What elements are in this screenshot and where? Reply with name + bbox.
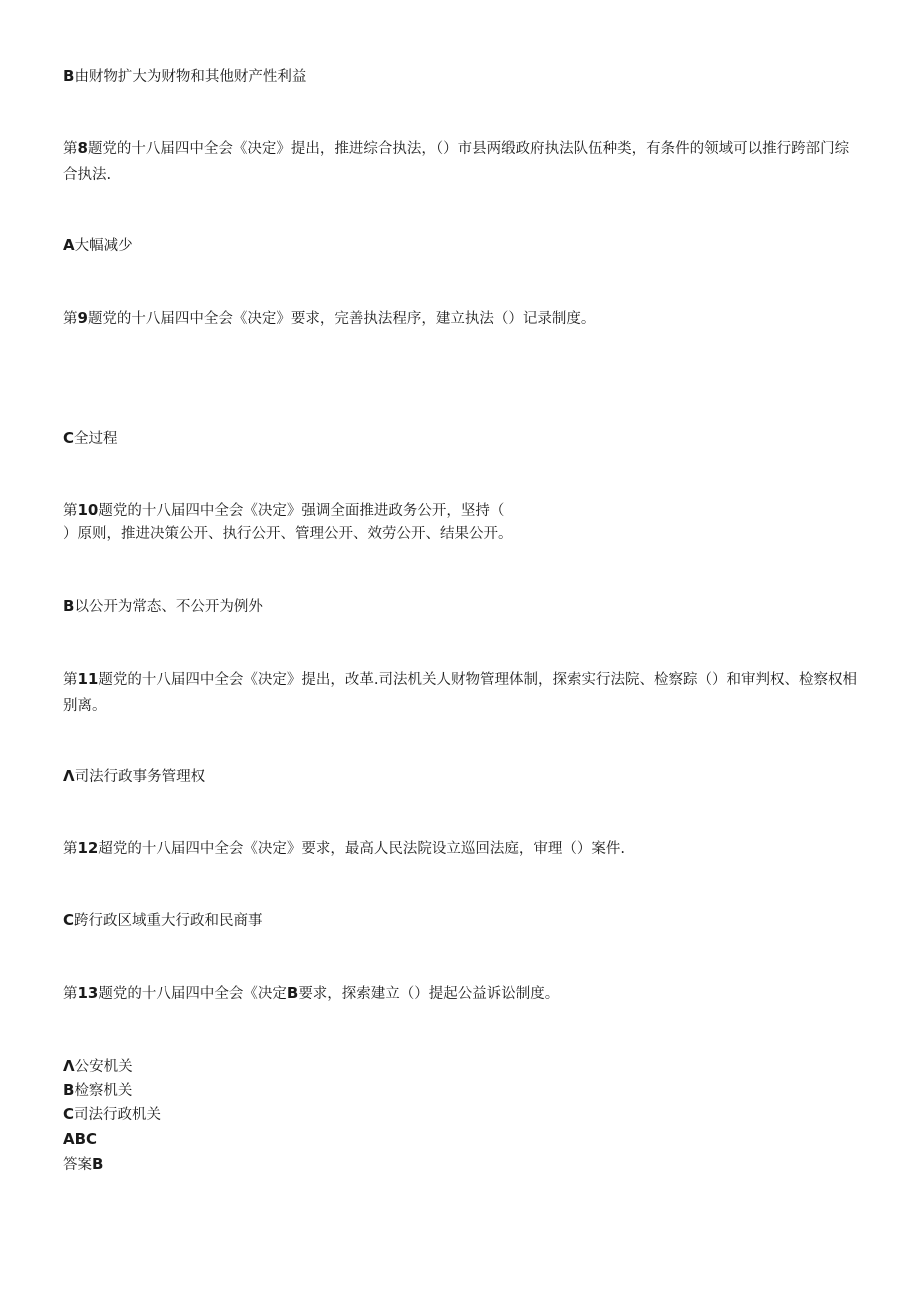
question-number: 13: [77, 984, 99, 1002]
question-text: 超党的十八届四中全会《决定》要求，最高人民法院设立巡回法庭，审理（）案件.: [98, 841, 625, 857]
question-10: [63, 497, 863, 524]
option-text: 检察机关: [74, 1083, 133, 1099]
option-line: [63, 763, 863, 790]
option-line: [63, 1101, 863, 1128]
option-line: [63, 425, 863, 452]
option-text: 司法行政机关: [74, 1107, 162, 1123]
question-text-continued: 要求，探索建立（）提起公益诉讼制度。: [298, 986, 560, 1002]
question-10-continued: [63, 521, 863, 547]
option-letter: B: [63, 67, 75, 85]
question-prefix: 第: [63, 503, 78, 519]
option-text: 由财物扩大为财物和其他财产性利益: [74, 69, 307, 85]
option-line: [63, 593, 863, 620]
answer-label: 答案: [63, 1157, 92, 1173]
option-letter: B: [63, 1081, 75, 1099]
option-letter: C: [63, 429, 75, 447]
option-line: [63, 232, 863, 259]
option-letter: ABC: [63, 1130, 98, 1148]
question-text: 题党的十八届四中全会《决定》提出，改革.司法机关人财物管理体制，探索实行法院、检察踪（）和审判权、检察权相别离。: [63, 672, 857, 714]
question-12: [63, 835, 863, 862]
question-prefix: 第: [63, 311, 78, 327]
question-text-continued: ）原则，推进决策公开、执行公开、管理公开、效劳公开、结果公开。: [63, 526, 513, 542]
answer-value: B: [92, 1155, 104, 1173]
option-line: [63, 63, 863, 90]
question-number: 11: [77, 670, 99, 688]
option-letter: Λ: [63, 1057, 75, 1075]
question-11: [63, 666, 863, 719]
question-inline-letter: B: [286, 984, 299, 1002]
option-letter: Λ: [63, 767, 75, 785]
option-text: 大幅减少: [74, 238, 133, 254]
option-letter: B: [63, 597, 75, 615]
option-line: [63, 1126, 863, 1153]
option-text: 以公开为常态、不公开为例外: [74, 599, 263, 615]
question-13: [63, 980, 863, 1007]
question-text: 题党的十八届四中全会《决定》强调全面推进政务公开，坚持（: [98, 503, 505, 519]
option-letter: A: [63, 236, 75, 254]
option-text: 司法行政事务管理权: [74, 769, 206, 785]
answer-line: [63, 1151, 863, 1178]
question-8: [63, 135, 863, 188]
option-text: 跨行政区域重大行政和民商事: [74, 913, 263, 929]
question-number: 12: [77, 839, 99, 857]
question-text: 题党的十八届四中全会《决定》提出，推进综合执法，（）市县两缎政府执法队伍种类，有条件的领域可以推行跨部门综合执法.: [63, 141, 850, 183]
option-text: 全过程: [74, 431, 118, 447]
question-number: 10: [77, 501, 99, 519]
option-line: [63, 907, 863, 934]
option-line: [63, 1053, 863, 1080]
question-number: 8: [77, 139, 88, 157]
question-9: [63, 305, 863, 332]
option-text: 公安机关: [74, 1059, 133, 1075]
question-text: 题党的十八届四中全会《决定: [98, 986, 287, 1002]
question-prefix: 第: [63, 841, 78, 857]
question-number: 9: [77, 309, 88, 327]
question-prefix: 第: [63, 672, 78, 688]
question-text: 题党的十八届四中全会《决定》要求，完善执法程序，建立执法（）记录制度。: [87, 311, 596, 327]
question-prefix: 第: [63, 986, 78, 1002]
option-letter: C: [63, 1105, 75, 1123]
option-line: [63, 1077, 863, 1104]
question-prefix: 第: [63, 141, 78, 157]
option-letter: C: [63, 911, 75, 929]
